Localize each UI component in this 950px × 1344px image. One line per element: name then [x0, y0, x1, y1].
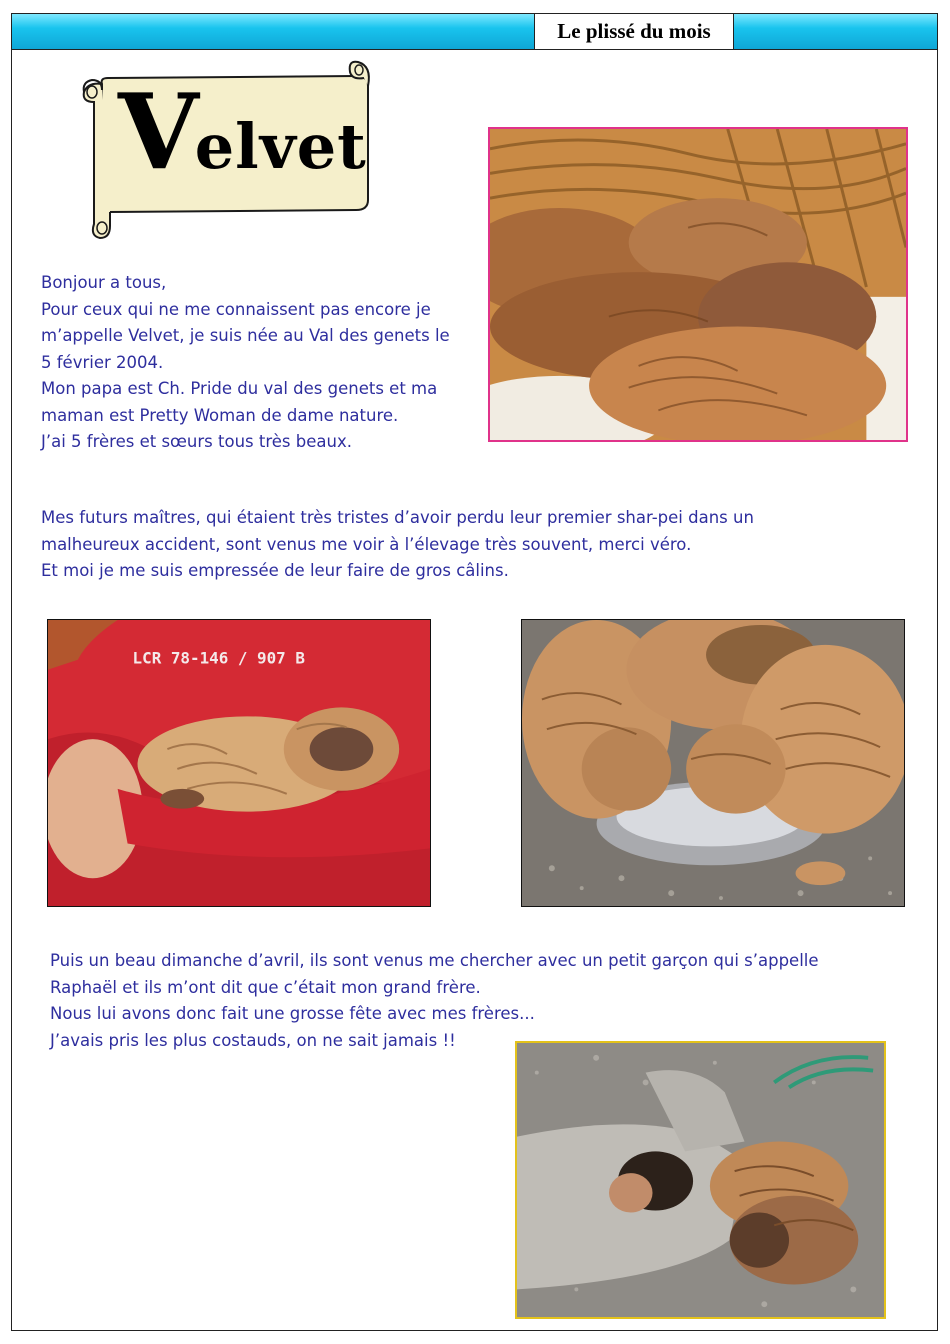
photo-puppy-in-arms — [47, 619, 431, 907]
photo-man-with-puppies — [515, 1041, 886, 1319]
sweater-print-text: LCR 78-146 / 907 B — [132, 648, 305, 668]
photo-puppies-bowl — [521, 619, 905, 907]
header-label: Le plissé du mois — [534, 13, 734, 50]
paragraph-april: Puis un beau dimanche d’avril, ils sont venus me chercher avec un petit garçon qui s’appelle Raphaël et ils m’ont dit que c’était mon grand frère. Nous lui avons donc fait une grosse fête avec mes frères... J’avais pris les plus costauds, on ne sait jamais !! — [50, 951, 819, 1050]
header-bar — [11, 13, 938, 50]
photo-puppies-basket — [488, 127, 908, 442]
page-title — [118, 70, 368, 193]
title-rest: elvet — [194, 110, 367, 183]
paragraph-masters: Mes futurs maîtres, qui étaient très tristes d’avoir perdu leur premier shar-pei dans un malheureux accident, sont venus me voir à l’élevage très souvent, merci véro. Et moi je me suis empressée de leur faire de gros câlins. — [41, 508, 754, 580]
title-initial: V — [118, 70, 195, 193]
paragraph-intro: Bonjour a tous, Pour ceux qui ne me connaissent pas encore je m’appelle Velvet, je suis née au Val des genets le 5 février 2004. Mon papa est Ch. Pride du val des genets et ma maman est Pretty Woman de dame nature. J’ai 5 frères et sœurs tous très beaux. — [41, 273, 450, 451]
